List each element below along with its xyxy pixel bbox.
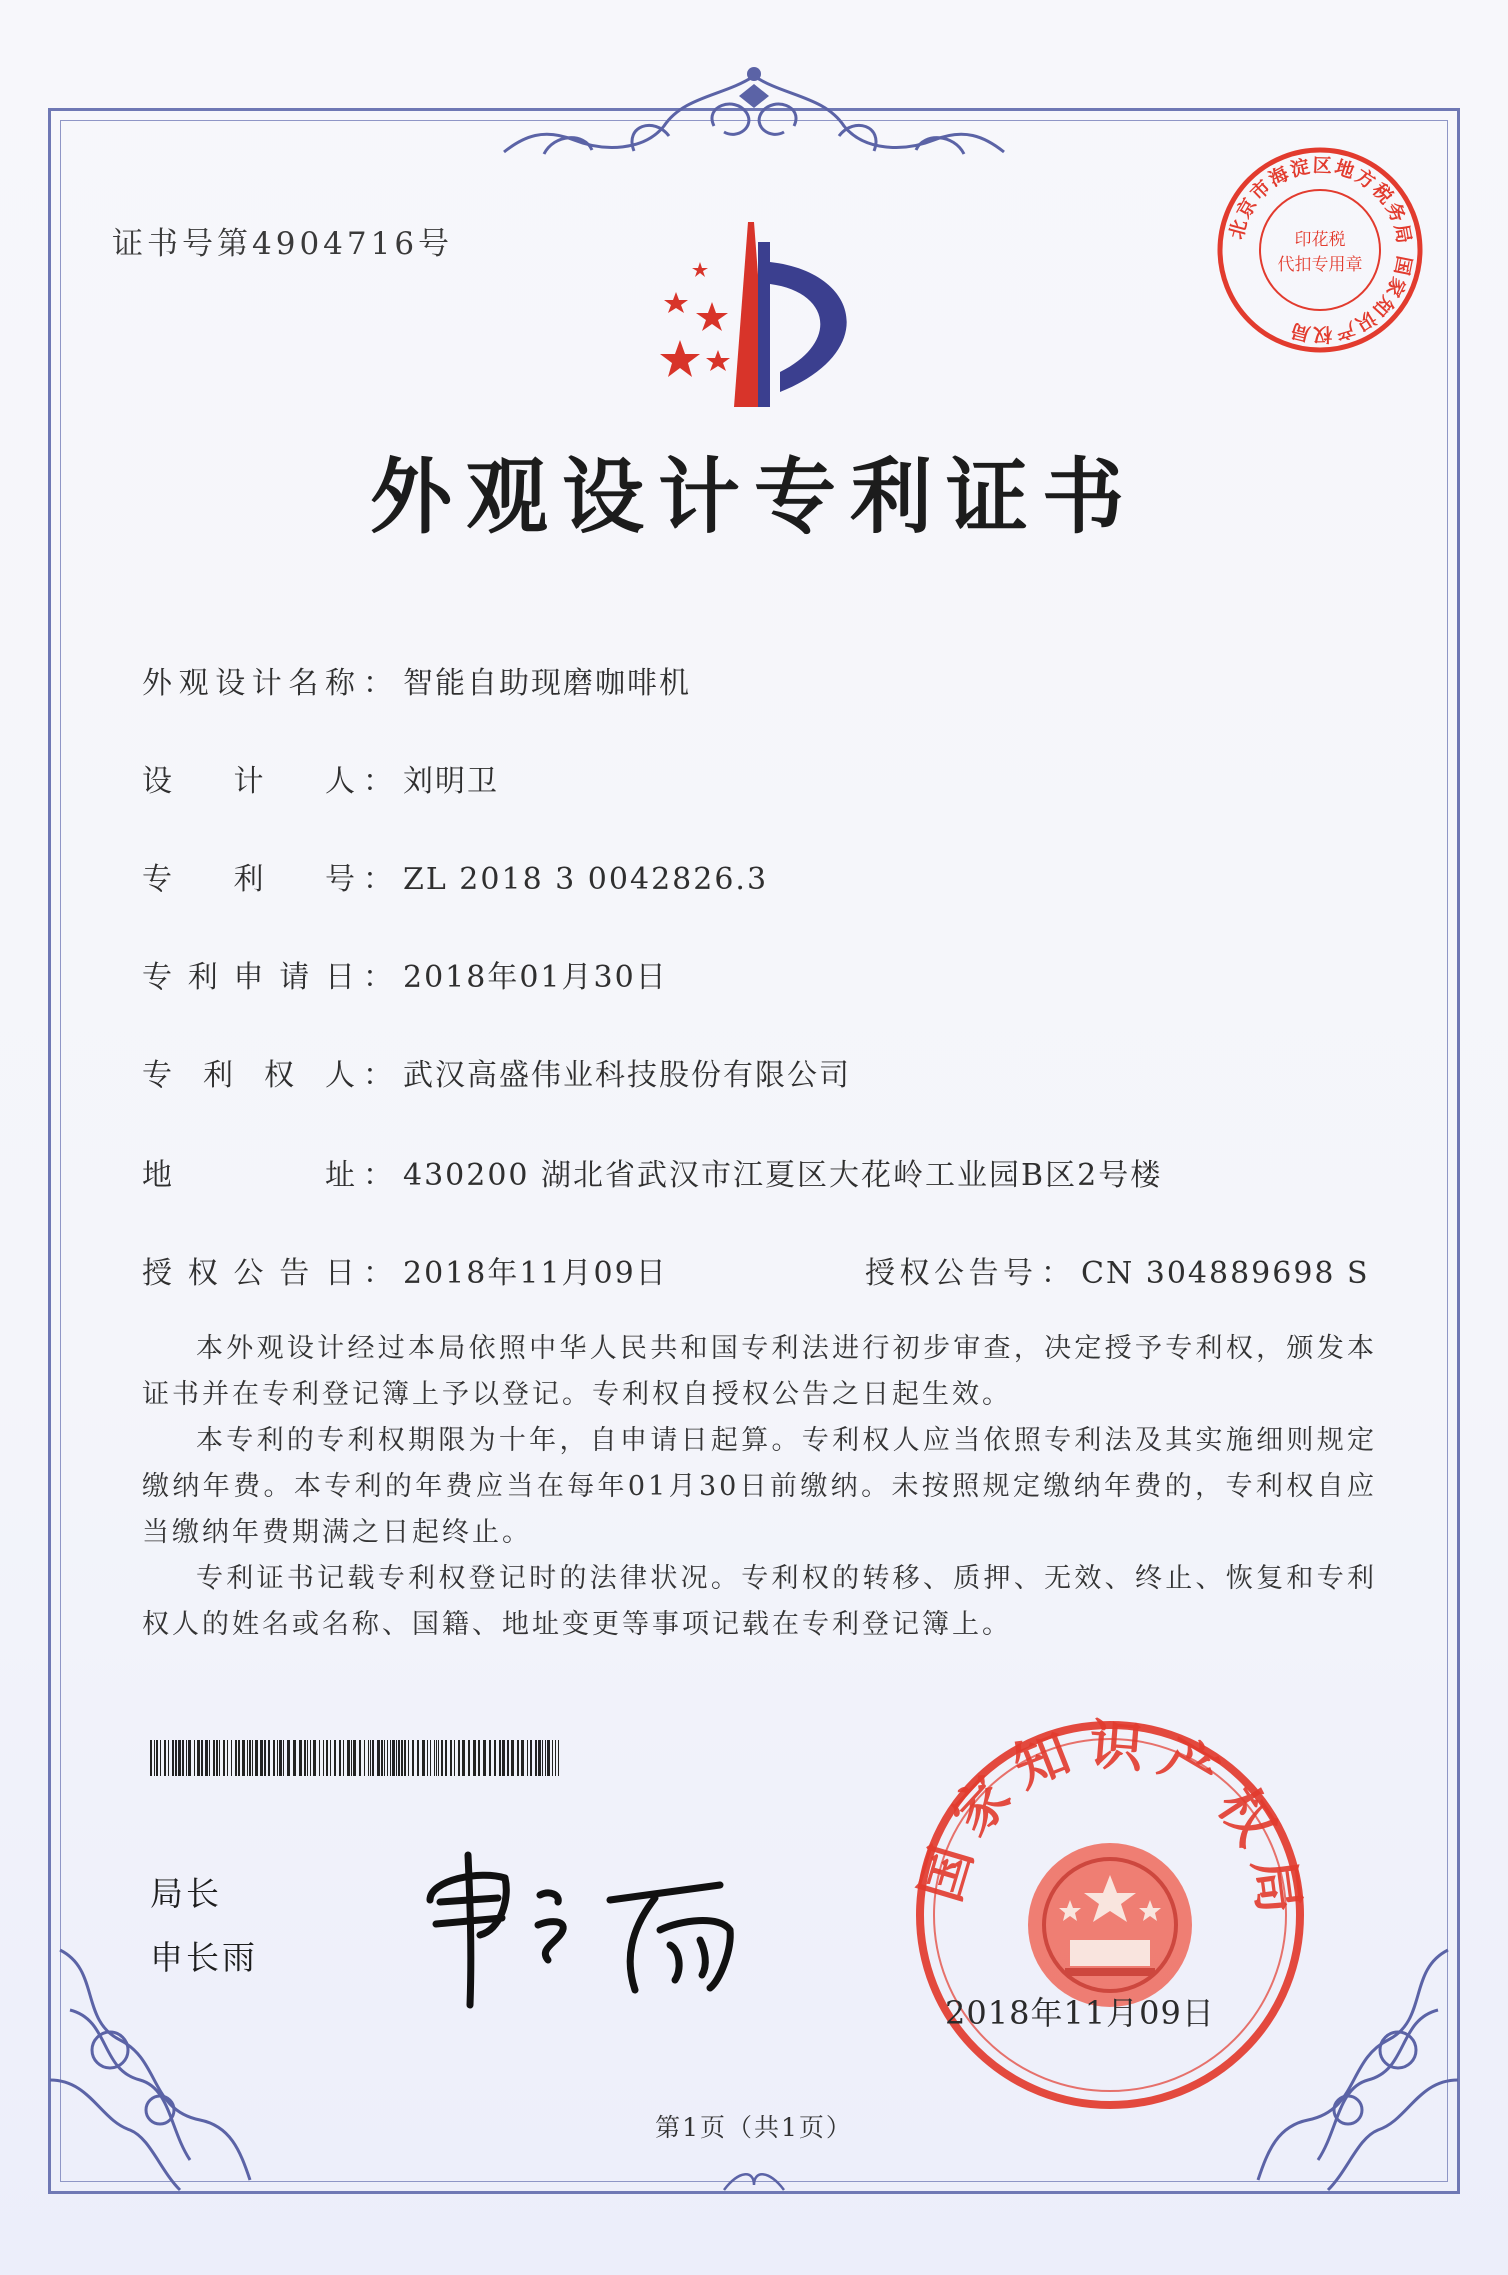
tax-seal-center-line1: 印花税 xyxy=(1294,230,1346,250)
certificate-serial: 证书号第4904716号 xyxy=(112,226,454,262)
barcode-bar xyxy=(427,1740,428,1776)
barcode-bar xyxy=(213,1740,215,1776)
barcode-bar xyxy=(458,1740,460,1776)
field-address: 地址 ： 430200 湖北省武汉市江夏区大花岭工业园B区2号楼 xyxy=(142,1150,1162,1194)
barcode-bar xyxy=(502,1740,505,1776)
barcode-bar xyxy=(310,1740,311,1776)
tax-stamp-seal xyxy=(1210,140,1430,360)
field-designer: 设计人 ： 刘明卫 xyxy=(142,756,499,800)
barcode-bar xyxy=(223,1740,225,1776)
barcode-bar xyxy=(530,1740,532,1776)
barcode-bar xyxy=(377,1740,380,1776)
field-label: 授权公告号 xyxy=(865,1256,1035,1291)
field-value: 刘明卫 xyxy=(403,764,499,799)
field-value: CN 304889698 S xyxy=(1081,1256,1370,1291)
barcode-bar xyxy=(359,1740,361,1776)
barcode-bar xyxy=(454,1740,455,1776)
barcode-bar xyxy=(351,1740,352,1776)
tax-seal-center-line2: 代扣专用章 xyxy=(1277,255,1363,275)
barcode-bar xyxy=(231,1740,232,1776)
body-paragraph-1: 本外观设计经过本局依照中华人民共和国专利法进行初步审查，决定授予专利权，颁发本证书并在专利登记簿上予以登记。专利权自授权公告之日起生效。 xyxy=(142,1333,1377,1410)
barcode-bar xyxy=(404,1740,406,1776)
barcode-bar xyxy=(330,1740,331,1776)
barcode-bar xyxy=(264,1740,266,1776)
barcode-bar xyxy=(396,1740,397,1776)
director-name: 申长雨 xyxy=(150,1938,258,1977)
barcode-bar xyxy=(507,1740,509,1776)
field-grant-number: 授权公告号 ： CN 304889698 S xyxy=(865,1248,1370,1292)
barcode-bar xyxy=(381,1740,383,1776)
barcode-bar xyxy=(235,1740,237,1776)
barcode-bar xyxy=(255,1740,258,1776)
barcode-bar xyxy=(401,1740,403,1776)
office-seal-date: 2018年11月09日 xyxy=(945,1994,1215,2032)
barcode-bar xyxy=(227,1740,228,1776)
barcode-bar xyxy=(417,1740,419,1776)
barcode-bar xyxy=(372,1740,374,1776)
barcode-bar xyxy=(201,1740,203,1776)
body-paragraph-2: 本专利的专利权期限为十年，自申请日起算。专利权人应当依照专利法及其实施细则规定缴纳年费。本专利的年费应当在每年01月30日前缴纳。未按照规定缴纳年费的，专利权自应当缴纳年费期满之日起终止。 xyxy=(142,1425,1377,1548)
cnipa-logo-icon xyxy=(630,222,880,412)
barcode-bar xyxy=(150,1740,152,1776)
page-indicator: 第1页（共1页） xyxy=(655,2113,853,2142)
field-label: 专利申请日 xyxy=(142,960,357,995)
barcode-bar xyxy=(555,1740,556,1776)
barcode-bar xyxy=(205,1740,208,1776)
barcode-bar xyxy=(219,1740,220,1776)
barcode-bar xyxy=(489,1740,491,1776)
bottom-center-ornament xyxy=(714,2160,794,2200)
barcode-bar xyxy=(273,1740,275,1776)
field-value: 智能自助现磨咖啡机 xyxy=(403,666,691,701)
barcode-bar xyxy=(252,1740,253,1776)
office-seal-ring-text: 国家知识产权局 xyxy=(908,1712,1313,1931)
field-value: ZL 2018 3 0042826.3 xyxy=(403,862,769,897)
barcode-bar xyxy=(434,1740,435,1776)
barcode-bar xyxy=(249,1740,251,1776)
barcode-bar xyxy=(277,1740,278,1776)
field-value: 2018年01月30日 xyxy=(403,960,668,995)
tax-seal-ring-text: 北京市海淀区地方税务局 国家知识产权局 xyxy=(1225,154,1416,346)
barcode-bar xyxy=(293,1740,296,1776)
barcode-bar xyxy=(260,1740,263,1776)
field-value: 武汉高盛伟业科技股份有限公司 xyxy=(403,1058,851,1093)
barcode-bar xyxy=(182,1740,184,1776)
barcode-bar xyxy=(238,1740,240,1776)
handwritten-signature xyxy=(420,1840,760,2010)
barcode-bar xyxy=(156,1740,158,1776)
field-label: 专利权人 xyxy=(142,1058,357,1093)
barcode-bar xyxy=(392,1740,395,1776)
barcode-bar xyxy=(436,1740,437,1776)
field-patent-number: 专利号 ： ZL 2018 3 0042826.3 xyxy=(142,854,768,898)
field-patentee: 专利权人 ： 武汉高盛伟业科技股份有限公司 xyxy=(142,1050,851,1094)
barcode xyxy=(150,1740,565,1776)
barcode-bar xyxy=(154,1740,155,1776)
barcode-bar xyxy=(517,1740,519,1776)
field-application-date: 专利申请日 ： 2018年01月30日 xyxy=(142,952,668,996)
barcode-bar xyxy=(287,1740,290,1776)
barcode-bar xyxy=(339,1740,341,1776)
barcode-bar xyxy=(197,1740,200,1776)
barcode-bar xyxy=(494,1740,496,1776)
certificate-body xyxy=(142,1326,1377,1648)
body-paragraph-3: 专利证书记载专利权登记时的法律状况。专利权的转移、质押、无效、终止、恢复和专利权人的姓名或名称、国籍、地址变更等事项记载在专利登记簿上。 xyxy=(142,1563,1377,1640)
barcode-bar xyxy=(387,1740,388,1776)
barcode-bar xyxy=(398,1740,400,1776)
barcode-bar xyxy=(319,1740,320,1776)
barcode-bar xyxy=(323,1740,324,1776)
office-official-seal xyxy=(905,1710,1315,2120)
barcode-bar xyxy=(172,1740,174,1776)
barcode-bar xyxy=(390,1740,391,1776)
national-emblem-icon xyxy=(1028,1843,1192,2007)
director-title: 局长 xyxy=(150,1874,222,1913)
barcode-bar xyxy=(299,1740,302,1776)
barcode-bar xyxy=(552,1740,553,1776)
barcode-bar xyxy=(450,1740,452,1776)
barcode-bar xyxy=(283,1740,284,1776)
barcode-bar xyxy=(216,1740,218,1776)
svg-text:北京市海淀区地方税务局 国家知识产权局 xyxy=(1225,154,1415,346)
barcode-bar xyxy=(242,1740,245,1776)
field-design-name: 外观设计名称 ： 智能自助现磨咖啡机 xyxy=(142,658,691,702)
barcode-bar xyxy=(483,1740,486,1776)
barcode-bar xyxy=(511,1740,514,1776)
barcode-bar xyxy=(279,1740,282,1776)
barcode-bar xyxy=(168,1740,169,1776)
barcode-bar xyxy=(430,1740,431,1776)
barcode-bar xyxy=(521,1740,524,1776)
barcode-bar xyxy=(445,1740,447,1776)
barcode-bar xyxy=(247,1740,248,1776)
barcode-bar xyxy=(343,1740,344,1776)
field-label: 设计人 xyxy=(142,764,357,799)
barcode-bar xyxy=(558,1740,559,1776)
field-value: 2018年11月09日 xyxy=(403,1256,668,1291)
barcode-bar xyxy=(307,1740,308,1776)
barcode-bar xyxy=(268,1740,270,1776)
field-grant-date: 授权公告日 ： 2018年11月09日 xyxy=(142,1248,668,1292)
field-label: 专利号 xyxy=(142,862,357,897)
barcode-bar xyxy=(334,1740,336,1776)
barcode-bar xyxy=(160,1740,161,1776)
barcode-bar xyxy=(347,1740,350,1776)
barcode-bar xyxy=(535,1740,537,1776)
barcode-bar xyxy=(186,1740,187,1776)
barcode-bar xyxy=(542,1740,543,1776)
barcode-bar xyxy=(547,1740,550,1776)
barcode-bar xyxy=(178,1740,181,1776)
barcode-bar xyxy=(545,1740,546,1776)
barcode-bar xyxy=(326,1740,328,1776)
barcode-bar xyxy=(175,1740,177,1776)
barcode-bar xyxy=(422,1740,425,1776)
barcode-bar xyxy=(368,1740,369,1776)
barcode-bar xyxy=(462,1740,465,1776)
barcode-bar xyxy=(499,1740,501,1776)
field-label: 外观设计名称 xyxy=(142,666,357,701)
barcode-bar xyxy=(384,1740,385,1776)
barcode-bar xyxy=(304,1740,306,1776)
barcode-bar xyxy=(194,1740,195,1776)
barcode-bar xyxy=(188,1740,191,1776)
field-label: 授权公告日 xyxy=(142,1256,357,1291)
barcode-bar xyxy=(438,1740,439,1776)
certificate-title: 外观设计专利证书 xyxy=(369,450,1138,545)
barcode-bar xyxy=(538,1740,541,1776)
barcode-bar xyxy=(164,1740,166,1776)
field-label: 地址 xyxy=(142,1158,357,1193)
barcode-bar xyxy=(412,1740,414,1776)
barcode-bar xyxy=(441,1740,443,1776)
barcode-bar xyxy=(364,1740,365,1776)
barcode-bar xyxy=(353,1740,356,1776)
barcode-bar xyxy=(468,1740,470,1776)
barcode-bar xyxy=(473,1740,476,1776)
top-ornament xyxy=(484,56,1024,166)
barcode-bar xyxy=(408,1740,409,1776)
barcode-bar xyxy=(370,1740,371,1776)
barcode-bar xyxy=(527,1740,528,1776)
barcode-bar xyxy=(478,1740,480,1776)
barcode-bar xyxy=(209,1740,210,1776)
barcode-bar xyxy=(313,1740,316,1776)
field-value: 430200 湖北省武汉市江夏区大花岭工业园B区2号楼 xyxy=(403,1158,1163,1193)
